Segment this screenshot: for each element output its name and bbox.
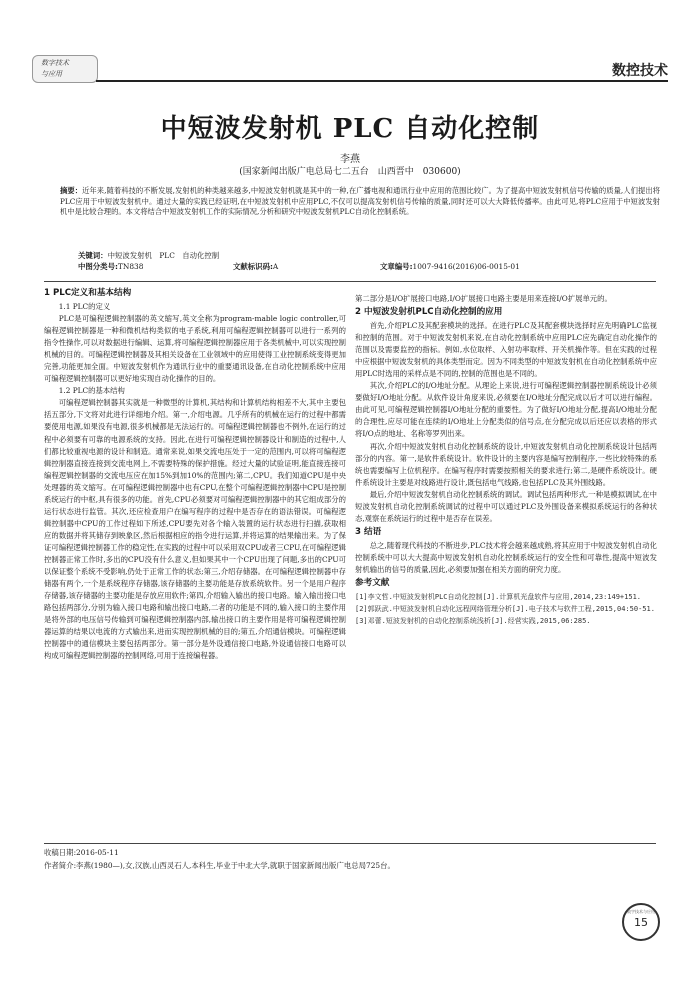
document-code	[233, 261, 278, 272]
paragraph: 首先,介绍PLC及其配套模块的选择。在进行PLC及其配套模块选择时应先明确PLC监视和控制的范围。对于中短波发射机来说,在自动化控制系统中应用PLC应先确定自动化操作的范围以及需要监控的指标。例如,水位取样、入射功率取样、开关机操作等。但在实践的过程中应根据中短波发射机的具体类型而定。因为不同类型的中短波发射机在自动化控制系统中应用PLC时选用的采样点是不同的,控制的范围也是不同的。	[355, 321, 657, 379]
journal-name-line2: 与应用	[41, 70, 62, 78]
heading-1-2: 1.2 PLC的基本结构	[58, 386, 125, 396]
reference-item: [3]邓蕾.短波发射机的自动化控制系统浅析[J].经营实践,2015,06:285.	[355, 616, 591, 625]
heading-2: 2 中短波发射机PLC自动化控制的应用	[355, 307, 503, 318]
right-column	[355, 293, 657, 627]
journal-name-line1: 数字技术	[41, 59, 69, 67]
reference-item: [2]郭跃武.中短波发射机自动化远程网络管理分析[J].电子技术与软件工程,2015,04:50-51.	[355, 604, 655, 613]
article-title: 中短波发射机 PLC 自动化控制	[160, 114, 540, 144]
left-column	[44, 286, 346, 662]
journal-logo-box	[32, 55, 98, 83]
keywords-label: 关键词：	[78, 251, 108, 260]
heading-1-1: 1.1 PLC的定义	[58, 302, 111, 311]
doc-label: 文献标识码:	[233, 262, 273, 271]
paragraph: PLC是可编程逻辑控制器的英文缩写,英文全称为program-mable logic controller,可编程逻辑控制器是一种和微机结构类似的电子系统,利用可编程逻辑控制器可以进行一系列的指令性操作,可以对数据进行编辑、运算,将可编程逻辑控制器应用于各类机械中,可以实现控制机械的目的。可编程逻辑控制器及其相关设备在工业领域中的应用使得工业控制系统变得更加完善,功能更加全面。中短波发射机作为通讯行业中的重要通讯设备,在自动化控制系统中应用可编程逻辑控制器可以更好地实现自动化操作的目的。	[44, 314, 346, 384]
abstract	[60, 186, 660, 218]
reference-item: [1]李文哲.中短波发射机PLC自动化控制[J].计算机光盘软件与应用,2014,23:149+151.	[355, 592, 642, 601]
heading-3: 3 结语	[355, 526, 382, 537]
paragraph: 可编程逻辑控制器其实就是一种微型的计算机,其结构和计算机结构相差不大,其中主要包括五部分,下文将对此进行详细地介绍。第一,介绍电源。几乎所有的机械在运行的过程中都需要使用电源,如果没有电源,很多机械都是无法运行的。可编程逻辑控制器也不例外,在运行的过程中必须要有可靠的电源系统的支持。因此,在进行可编程逻辑控制器设计和制造的过程中,人们都比较重视电源的设计和制造。通常来说,如果交流电压处于一定的范围内,可以将可编程逻辑控制器直接连接到交流电网上,不需要特殊的保护措施。经过大量的试验证明,能直接连接可编程逻辑控制器的交流电压应在加15%到加10%的范围内;第二,CPU。我们知道CPU是中央处理器的英文缩写。在可编程逻辑控制器中也有CPU,在整个可编程逻辑控制器中CPU是控制系统运行的中枢,具有很多的功能。首先,CPU必须要对可编程逻辑控制器中的其它组成部分的运行状态进行监管。其次,还应检查用户在编写程序的过程中是否存在的语法错误。可编程逻辑控制器中CPU的工作过程如下所述,CPU要先对各个输入装置的运行状态进行扫描,获取相应的数据并将其储存到映象区,然后根据相应的指令进行运算,并将运算的结果输出来。为了保证可编程逻辑控制器工作的稳定性,在实践的过程中可以采用双CPU或者三CPU,在可编程逻辑控制器正常工作时,多出的CPU没有什么意义,但如果其中一个CPU出现了问题,多出的CPU可以保证整个系统不受影响,仍处于正常工作的状态;第三,介绍存储器。在可编程逻辑控制器中存储器有两个,一个是系统程序存储器,该存储器的主要功能是存放系统软件。另一个是用户程序存储器,该存储器的主要功能是存放应用软件;第四,介绍输入输出的接口电路。输入输出接口电路包括两部分,分别为输入接口电路和输出接口电路,二者的功能是不同的,输入接口的主要作用是将外部的电压信号传输到可编程逻辑控制器内部,输出接口的主要作用是将可编程逻辑控制器运算的结果以电流的方式输出来,进而实现控制机械的目的;第五,介绍通信模块。可编程逻辑控制器中的通信模块主要包括两部分。第一部分是外设通信接口电路,外设通信接口电路可以构成可编程逻辑控制器的控制网络,可用于连接编程器。	[44, 398, 346, 661]
references-title: 参考文献	[355, 577, 390, 588]
article-no-value: 1007-9416(2016)06-0015-01	[412, 262, 520, 271]
paragraph: 其次,介绍PLC的I/O地址分配。从理论上来说,进行可编程逻辑控制器控制系统设计必须要做好I/O地址分配。从软件设计角度来说,必须要在I/O地址分配完成以后才可以进行编程。由此可见,可编程逻辑控制器I/O地址分配的重要性。为了做好I/O地址分配,提高I/O地址分配的合理性,应尽可能在连续的I/O地址上分配类似的信号点,在分配完成以后还应以表格的形式将I/O点的地址、名称等罗列出来。	[355, 381, 657, 439]
paragraph: 总之,随着现代科技的不断进步,PLC技术将会越来越成熟,将其应用于中短波发射机自动化控制系统中可以大大提高中短波发射机自动化控制系统运行的安全性和可靠性,提高中短波发射机输出的信号的质量,因此,必须要加强在相关方面的研究力度。	[355, 540, 657, 574]
author-bio: 作者简介:李燕(1980—),女,汉族,山西灵石人,本科生,毕业于中北大学,就职于国家新闻出版广电总局725台。	[44, 861, 395, 870]
received-date: 收稿日期:2016-05-11	[44, 848, 119, 857]
clc-number	[78, 261, 143, 272]
doc-value: A	[272, 262, 279, 271]
keywords	[78, 250, 219, 261]
abstract-text: 近年来,随着科技的不断发展,发射机的种类越来越多,中短波发射机就是其中的一种,在广播电视和通讯行业中应用的范围比较广。为了提高中短波发射机信号传输的质量,人们提出将PLC应用于中短波发射机中。通过大量的实践已经证明,在中短波发射机中应用PLC,不仅可以提高发射机信号传输的质量,同时还可以大大降低传播率。由此可见,将PLC应用于中短波发射机中是比较合理的。本文将结合中短波发射机工作的实际情况,分析和研究中短波发射机PLC自动化控制系统。	[60, 186, 661, 217]
footer-rule	[44, 843, 656, 844]
page-number-badge	[622, 903, 660, 941]
paragraph: 最后,介绍中短波发射机自动化控制系统的调试。调试包括两种形式,一种是模拟调试,在中短波发射机自动化控制系统调试的过程中可以通过PLC及外围设备来模拟系统运行的各种状态,观察在系统运行的过程中是否存在误差。	[355, 489, 657, 523]
page-number: 15	[634, 916, 648, 929]
abstract-rule	[44, 281, 656, 282]
section-name: 数控技术	[612, 63, 668, 79]
badge-label: 数字技术与应用	[627, 909, 655, 914]
article-no-label: 文章编号:	[380, 262, 413, 271]
clc-value: TN838	[117, 262, 144, 271]
author-name: 李燕	[340, 154, 360, 165]
article-number	[380, 261, 520, 272]
author-affiliation: (国家新闻出版广电总局七二五台 山西晋中 030600)	[239, 167, 461, 177]
paragraph: 再次,介绍中短波发射机自动化控制系统的设计,中短波发射机自动化控制系统设计包括两部分的内容。第一,是软件系统设计。软件设计的主要内容是编写控制程序,一些比较特殊的系统也需要编写上位机程序。在编写程序时需要按照相关的要求进行;第二,是硬件系统设计。硬件系统设计主要是对线路进行设计,既包括电气线路,也包括PLC及其外围线路。	[355, 441, 657, 487]
abstract-label: 摘要：	[60, 186, 83, 195]
paragraph: 第二部分是I/O扩展接口电路,I/O扩展接口电路主要是用来连接I/O扩展单元的。	[355, 294, 612, 303]
keywords-text: 中短波发射机 PLC 自动化控制	[107, 251, 220, 260]
heading-1: 1 PLC定义和基本结构	[44, 288, 132, 298]
clc-label: 中图分类号:	[78, 262, 118, 271]
header-rule	[96, 80, 668, 82]
